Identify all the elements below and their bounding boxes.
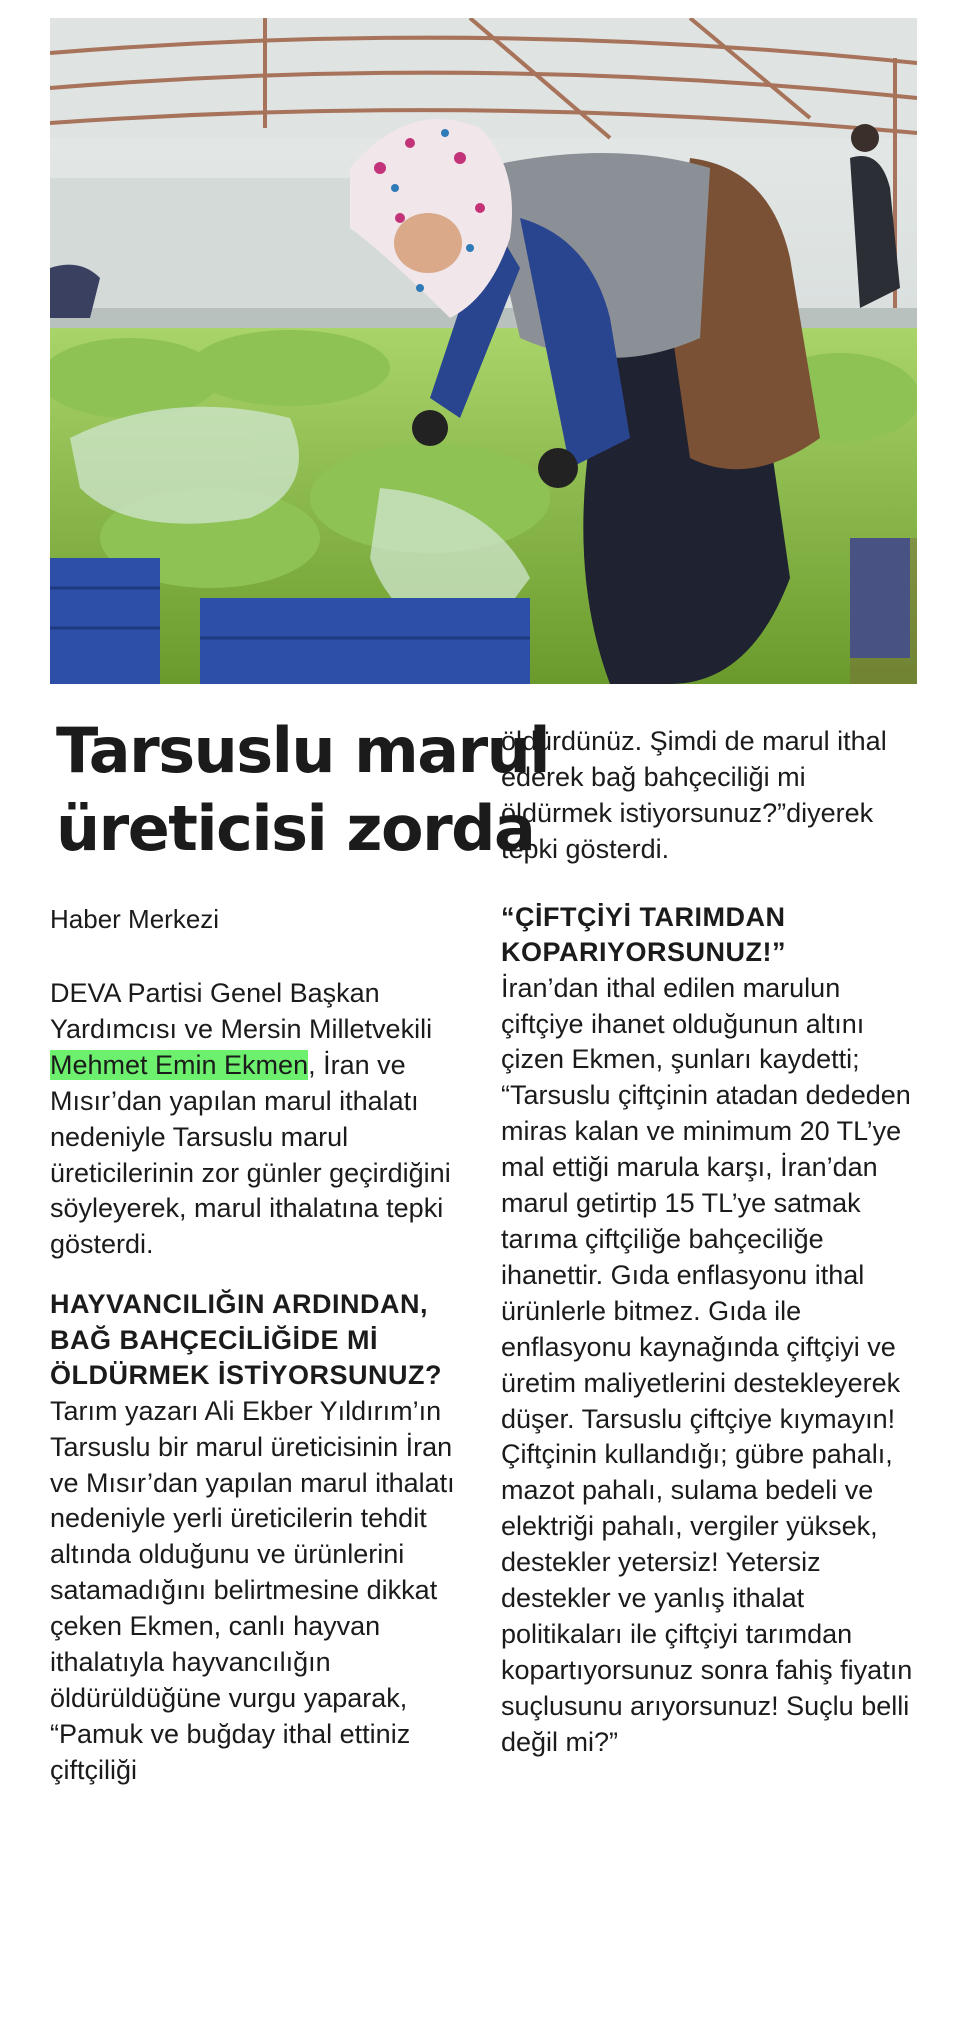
lead-text-after: , İran ve Mısır’dan yapılan marul ithalatı nedeniyle Tarsuslu marul üreticilerinin zor günler geçirdiğini söyleyerek, marul ithalatına tepki gösterdi.	[50, 1049, 451, 1260]
body-paragraph-1-continued: öldürdünüz. Şimdi de marul ithal ederek bağ bahçeciliği mi öldürmek istiyorsunuz?”diyerek tepki gösterdi.	[501, 726, 887, 864]
headline-line-2: üreticisi zorda	[56, 792, 535, 865]
body-paragraph-2: İran’dan ithal edilen marulun çiftçiye ihanet olduğunun altını çizen Ekmen, şunları kaydetti; “Tarsuslu çiftçinin atadan dededen miras kalan ve minimum 20 TL’ye mal ettiği marula karşı, İran’dan marul getirtip 15 TL’ye satmak tarıma çiftçiliğe bahçeciliğe ihanettir. Gıda enflasyonu ithal ürünlerle bitmez. Gıda ile enflasyonu kaynağında çiftçiyi ve üretim maliyetlerini destekleyerek düşer. Tarsuslu çiftçiye kıymayın! Çiftçinin kullandığı; gübre pahalı, mazot pahalı, sulama bedeli ve elektriği pahalı, vergiler yüksek, destekler yetersiz! Yetersiz destekler ve yanlış ithalat politikaları ile çiftçiyi tarımdan kopartıyorsunuz sonra fahiş fiyatın suçlusunu arıyorsunuz! Suçlu belli değil mi?”	[501, 972, 913, 1757]
headline-line-1: Tarsuslu marul	[56, 714, 550, 787]
lead-paragraph	[50, 976, 470, 1263]
lead-text-before: DEVA Partisi Genel Başkan Yardımcısı ve Mersin Milletvekili	[50, 978, 433, 1044]
subheading-2: “ÇİFTÇİYİ TARIMDAN KOPARIYORSUNUZ!”	[501, 901, 787, 968]
subheading-1: HAYVANCILIĞIN ARDINDAN, BAĞ BAHÇECİLİĞİDE Mİ ÖLDÜRMEK İSTİYORSUNUZ?	[50, 1289, 442, 1391]
article-headline	[56, 712, 556, 868]
right-column	[501, 724, 921, 1761]
highlighted-name: Mehmet Emin Ekmen	[50, 1049, 309, 1080]
body-paragraph-1: Tarım yazarı Ali Ekber Yıldırım’ın Tarsuslu bir marul üreticisinin İran ve Mısır’dan yapılan marul ithalatı nedeniyle yerli üreticilerin tehdit altında olduğunu ve ürünlerini satamadığını belirtmesine dikkat çeken Ekmen, canlı hayvan ithalatıyla hayvancılığın öldürüldüğüne vurgu yaparak, “Pamuk ve buğday ithal ettiniz çiftçiliği	[50, 1395, 455, 1785]
byline: Haber Merkezi	[50, 904, 220, 934]
lettuce-harvest-photo	[50, 18, 917, 684]
left-column	[50, 976, 470, 1789]
